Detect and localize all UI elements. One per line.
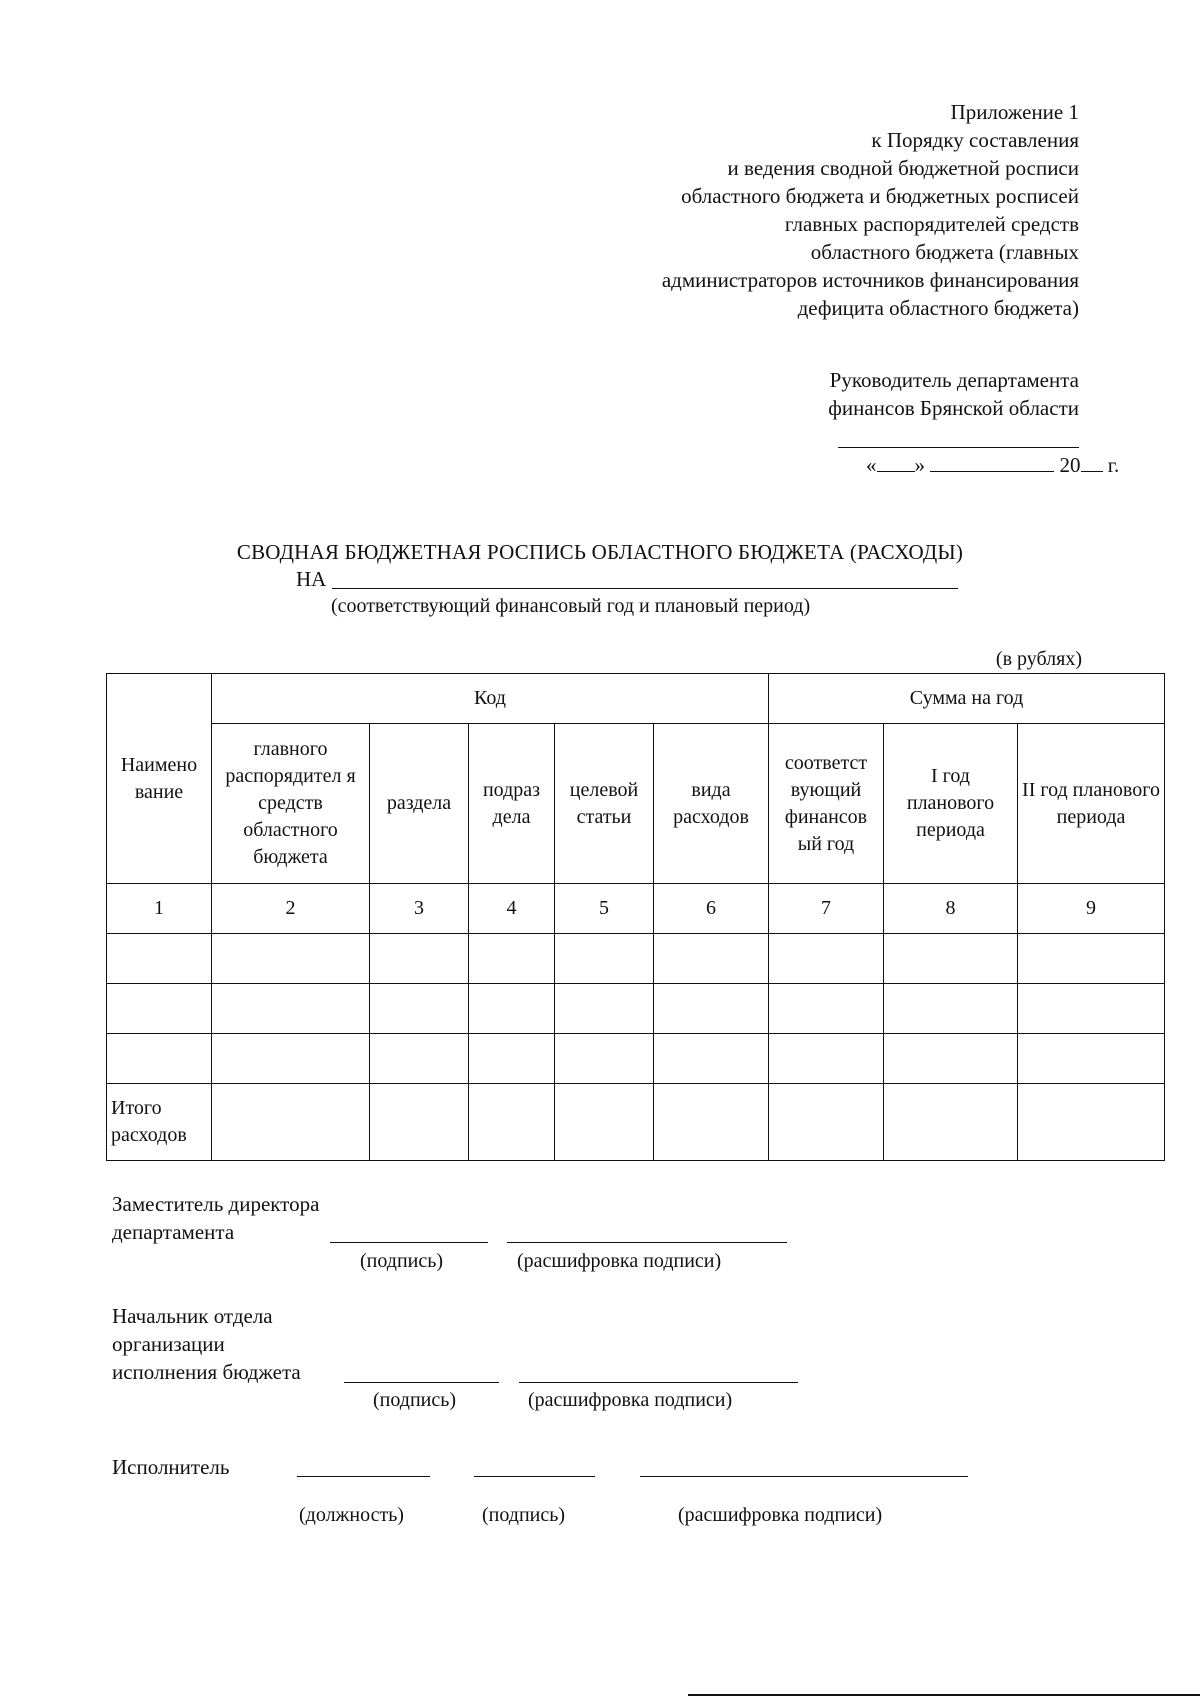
column-number: 4: [469, 884, 555, 934]
table-row: [107, 934, 1165, 984]
table-cell[interactable]: [1018, 934, 1165, 984]
date-year-blank: [1081, 451, 1103, 472]
table-cell[interactable]: [555, 934, 654, 984]
head-title: [112, 1302, 301, 1386]
table-cell[interactable]: [1018, 1084, 1165, 1161]
head-decoding-hint: (расшифровка подписи): [528, 1389, 733, 1411]
table-cell[interactable]: [555, 1084, 654, 1161]
table-cell[interactable]: [884, 1034, 1018, 1084]
total-label: Итого расходов: [107, 1084, 212, 1161]
executor-decoding-line[interactable]: [640, 1476, 968, 1477]
head-signature-hint: (подпись): [373, 1389, 457, 1411]
table-cell[interactable]: [212, 984, 370, 1034]
table-cell[interactable]: [884, 1084, 1018, 1161]
column-number: 1: [107, 884, 212, 934]
approver-signature-line: [838, 447, 1079, 448]
deputy-decoding-line[interactable]: [507, 1242, 787, 1243]
table-cell[interactable]: [107, 934, 212, 984]
header-target-article: целевой статьи: [555, 724, 654, 884]
executor-decoding-hint: (расшифровка подписи): [678, 1504, 883, 1526]
executor-position-line[interactable]: [297, 1476, 430, 1477]
header-expense-type: вида расходов: [654, 724, 769, 884]
head-signature-line[interactable]: [344, 1382, 499, 1383]
total-row: [107, 1084, 1165, 1161]
table-cell[interactable]: [769, 984, 884, 1034]
approver-title-line: Руководитель департамента: [829, 368, 1079, 392]
annex-line: Приложение 1: [950, 100, 1079, 124]
table-cell[interactable]: [469, 984, 555, 1034]
annex-line: и ведения сводной бюджетной росписи: [727, 156, 1079, 180]
executor-position-hint: (должность): [299, 1504, 404, 1526]
table-cell[interactable]: [555, 1034, 654, 1084]
document-title: СВОДНАЯ БЮДЖЕТНАЯ РОСПИСЬ ОБЛАСТНОГО БЮДЖЕТА (РАСХОДЫ): [236, 540, 964, 564]
approval-date: [866, 451, 1119, 479]
column-number: 6: [654, 884, 769, 934]
date-day-blank: [877, 451, 915, 472]
table-cell[interactable]: [370, 1084, 469, 1161]
table-cell[interactable]: [212, 1034, 370, 1084]
head-title-line: организации: [112, 1332, 225, 1356]
table-cell[interactable]: [212, 1084, 370, 1161]
annex-line: областного бюджета (главных: [810, 240, 1079, 264]
date-open-quote: «: [866, 453, 877, 477]
header-plan-year-2: II год планового периода: [1018, 724, 1165, 884]
date-close-quote: »: [914, 453, 925, 477]
table-cell[interactable]: [370, 1034, 469, 1084]
table-cell[interactable]: [884, 984, 1018, 1034]
header-main-manager: главного распорядител я средств областного бюджета: [212, 724, 370, 884]
table-cell[interactable]: [769, 1084, 884, 1161]
header-code-group: Код: [212, 674, 769, 724]
date-year-prefix: 20: [1059, 453, 1081, 477]
head-title-line: Начальник отдела: [112, 1304, 273, 1328]
period-hint: (соответствующий финансовый год и плановый период): [331, 595, 811, 617]
executor-signature-hint: (подпись): [482, 1504, 566, 1526]
deputy-title-line: департамента: [112, 1220, 235, 1244]
approver-title-line: финансов Брянской области: [828, 396, 1079, 420]
table-cell[interactable]: [469, 934, 555, 984]
column-number: 3: [370, 884, 469, 934]
annex-line: главных распорядителей средств: [784, 212, 1079, 236]
period-blank-line: [332, 588, 958, 589]
table-row: [107, 1034, 1165, 1084]
head-title-line: исполнения бюджета: [112, 1360, 301, 1384]
table-row: [107, 984, 1165, 1034]
table-cell[interactable]: [370, 984, 469, 1034]
table-cell[interactable]: [654, 1084, 769, 1161]
table-cell[interactable]: [654, 934, 769, 984]
table-subheader-row: [107, 724, 1165, 884]
table-cell[interactable]: [884, 934, 1018, 984]
units-label: (в рублях): [995, 648, 1082, 670]
table-cell[interactable]: [469, 1034, 555, 1084]
executor-title: Исполнитель: [112, 1455, 230, 1479]
table-cell[interactable]: [654, 984, 769, 1034]
table-cell[interactable]: [1018, 984, 1165, 1034]
table-cell[interactable]: [212, 934, 370, 984]
table-cell[interactable]: [654, 1034, 769, 1084]
header-plan-year-1: I год планового периода: [884, 724, 1018, 884]
deputy-signature-hint: (подпись): [360, 1250, 444, 1272]
table-cell[interactable]: [769, 1034, 884, 1084]
table-header-row: [107, 674, 1165, 724]
annex-line: к Порядку составления: [871, 128, 1079, 152]
header-sum-group: Сумма на год: [769, 674, 1165, 724]
header-fiscal-year: соответст вующий финансов ый год: [769, 724, 884, 884]
date-month-blank: [930, 451, 1054, 472]
date-year-suffix: г.: [1107, 453, 1120, 477]
header-subsection: подраз дела: [469, 724, 555, 884]
footer-rule: [688, 1694, 1200, 1696]
header-section: раздела: [370, 724, 469, 884]
column-number: 2: [212, 884, 370, 934]
column-number: 7: [769, 884, 884, 934]
executor-signature-line[interactable]: [474, 1476, 595, 1477]
table-cell[interactable]: [555, 984, 654, 1034]
annex-header: [519, 98, 1079, 322]
deputy-decoding-hint: (расшифровка подписи): [517, 1250, 722, 1272]
budget-table: [106, 673, 1165, 1161]
deputy-signature-line[interactable]: [330, 1242, 488, 1243]
table-cell[interactable]: [107, 984, 212, 1034]
column-number: 5: [555, 884, 654, 934]
column-number-row: [107, 884, 1165, 934]
column-number: 9: [1018, 884, 1165, 934]
table-cell[interactable]: [370, 934, 469, 984]
head-decoding-line[interactable]: [519, 1382, 798, 1383]
approval-block: [679, 366, 1079, 422]
table-cell[interactable]: [769, 934, 884, 984]
table-cell[interactable]: [107, 1034, 212, 1084]
annex-line: администраторов источников финансирования: [661, 268, 1079, 292]
na-label: НА: [296, 567, 327, 591]
annex-line: областного бюджета и бюджетных росписей: [681, 184, 1079, 208]
deputy-title: [112, 1190, 319, 1246]
deputy-title-line: Заместитель директора: [112, 1192, 320, 1216]
table-cell[interactable]: [469, 1084, 555, 1161]
table-cell[interactable]: [1018, 1034, 1165, 1084]
annex-line: дефицита областного бюджета): [797, 296, 1079, 320]
column-number: 8: [884, 884, 1018, 934]
header-name: Наимено вание: [107, 674, 212, 884]
